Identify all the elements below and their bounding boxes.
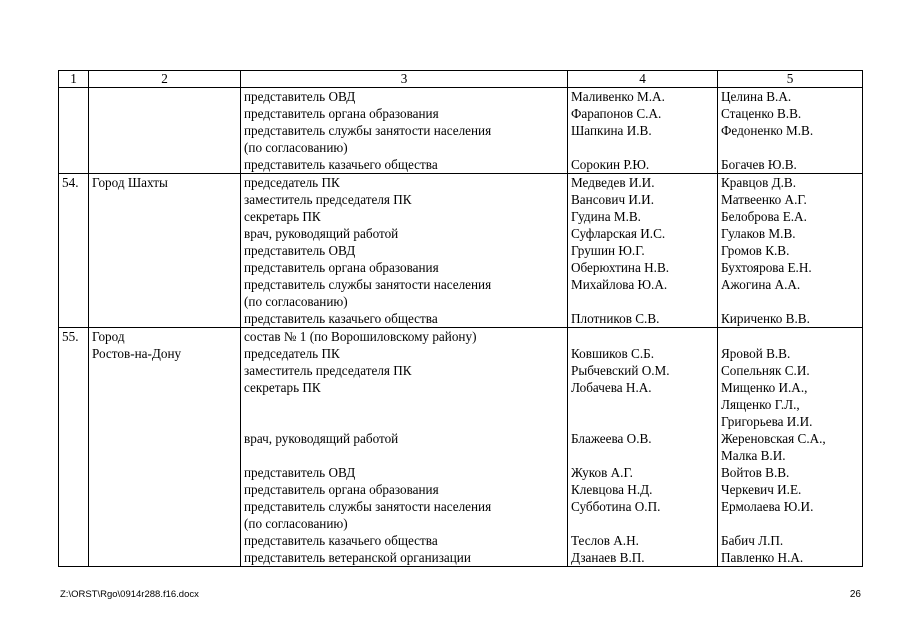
deputy-cell-line: Лященко Г.Л., (721, 397, 800, 412)
member-cell-line: Плотников С.В. (571, 311, 660, 326)
row-number (59, 88, 89, 174)
role-cell-line: представитель ОВД (244, 243, 356, 258)
city-cell (89, 328, 241, 567)
header-cell-1: 1 (59, 71, 89, 88)
role-cell-line: представитель ОВД (244, 89, 356, 104)
role-cell-line: представитель органа образования (244, 482, 439, 497)
member-cell-line: Суфларская И.С. (571, 226, 666, 241)
role-cell-line: врач, руководящий работой (244, 226, 399, 241)
row-number: 54. (59, 174, 89, 328)
deputy-cell-line: Григорьева И.И. (721, 414, 813, 429)
header-cell-5: 5 (718, 71, 863, 88)
member-cell-line: Клевцова Н.Д. (571, 482, 653, 497)
member-cell-line (571, 396, 714, 413)
city-cell-line: Ростов-на-Дону (92, 346, 182, 361)
deputy-cell-line: Кириченко В.В. (721, 311, 810, 326)
deputy-cell-line: Ажогина А.А. (721, 277, 801, 292)
table-row (59, 328, 863, 567)
member-cell-line: Гудина М.В. (571, 209, 641, 224)
role-cell-line: представитель казачьего общества (244, 157, 438, 172)
member-cell-line: Вансович И.И. (571, 192, 655, 207)
header-cell-4: 4 (568, 71, 718, 88)
footer-page-number: 26 (849, 589, 861, 600)
commission-table (58, 70, 863, 567)
table-row (59, 174, 863, 328)
header-cell-3: 3 (241, 71, 568, 88)
deputy-cell-line (721, 293, 859, 310)
role-cell-line: представитель казачьего общества (244, 311, 438, 326)
deputy-cell-line: Яровой В.В. (721, 346, 791, 361)
member-cell-line: Медведев И.И. (571, 175, 655, 190)
header-cell-2: 2 (89, 71, 241, 88)
deputy-cell-line: Ермолаева Ю.И. (721, 499, 814, 514)
member-cell-line (571, 139, 714, 156)
member-cell-line (571, 447, 714, 464)
role-cell (241, 174, 568, 328)
role-cell-line: заместитель председателя ПК (244, 363, 412, 378)
role-cell-line: (по согласованию) (244, 294, 348, 309)
deputy-cell-line: Богачев Ю.В. (721, 157, 797, 172)
role-cell-line: представитель ветеранской организации (244, 550, 471, 565)
role-cell-line: представитель службы занятости населения (244, 277, 492, 292)
table-row (59, 88, 863, 174)
member-cell-line (571, 413, 714, 430)
role-cell (241, 88, 568, 174)
role-cell-line (244, 396, 564, 413)
role-cell-line: секретарь ПК (244, 380, 321, 395)
member-cell-line: Сорокин Р.Ю. (571, 157, 650, 172)
role-cell-line: заместитель председателя ПК (244, 192, 412, 207)
role-cell-line: председатель ПК (244, 346, 340, 361)
deputy-cell-line: Целина В.А. (721, 89, 792, 104)
member-cell-line (571, 328, 714, 345)
header-row (59, 71, 863, 88)
deputy-cell-line: Матвеенко А.Г. (721, 192, 807, 207)
member-cell-line: Фарапонов С.А. (571, 106, 662, 121)
deputy-cell-line: Малка В.И. (721, 448, 786, 463)
deputy-cell-line: Войтов В.В. (721, 465, 790, 480)
city-cell (89, 88, 241, 174)
deputy-cell-line (721, 328, 859, 345)
deputy-cell (718, 174, 863, 328)
role-cell-line: состав № 1 (по Ворошиловскому району) (244, 329, 477, 344)
deputy-cell-line: Бухтоярова Е.Н. (721, 260, 812, 275)
deputy-cell-line: Гулаков М.В. (721, 226, 796, 241)
member-cell-line: Рыбчевский О.М. (571, 363, 670, 378)
member-cell-line: Жуков А.Г. (571, 465, 633, 480)
member-cell-line: Дзанаев В.П. (571, 550, 645, 565)
deputy-cell-line: Громов К.В. (721, 243, 790, 258)
member-cell (568, 88, 718, 174)
member-cell-line: Лобачева Н.А. (571, 380, 652, 395)
role-cell-line: представитель ОВД (244, 465, 356, 480)
deputy-cell-line: Жереновская С.А., (721, 431, 826, 446)
deputy-cell-line (721, 515, 859, 532)
deputy-cell-line: Бабич Л.П. (721, 533, 784, 548)
role-cell (241, 328, 568, 567)
role-cell-line: врач, руководящий работой (244, 431, 399, 446)
member-cell (568, 174, 718, 328)
member-cell-line (571, 515, 714, 532)
city-cell-line: Город (92, 329, 125, 344)
deputy-cell (718, 328, 863, 567)
deputy-cell-line: Белоброва Е.А. (721, 209, 807, 224)
deputy-cell-line: Черкевич И.Е. (721, 482, 802, 497)
role-cell-line (244, 413, 564, 430)
row-number: 55. (59, 328, 89, 567)
deputy-cell-line: Павленко Н.А. (721, 550, 804, 565)
city-cell-line: Город Шахты (92, 175, 168, 190)
role-cell-line: секретарь ПК (244, 209, 321, 224)
deputy-cell-line: Кравцов Д.В. (721, 175, 797, 190)
member-cell-line: Шапкина И.В. (571, 123, 652, 138)
role-cell-line: представитель органа образования (244, 106, 439, 121)
table-body (59, 71, 863, 567)
role-cell-line: представитель службы занятости населения (244, 123, 492, 138)
role-cell-line: представитель казачьего общества (244, 533, 438, 548)
deputy-cell-line: Сопельняк С.И. (721, 363, 810, 378)
deputy-cell-line (721, 139, 859, 156)
member-cell-line: Маливенко М.А. (571, 89, 665, 104)
member-cell-line: Оберюхтина Н.В. (571, 260, 670, 275)
member-cell-line: Блажеева О.В. (571, 431, 652, 446)
member-cell-line: Ковшиков С.Б. (571, 346, 654, 361)
role-cell-line (244, 447, 564, 464)
deputy-cell-line: Федоненко М.В. (721, 123, 814, 138)
member-cell-line: Грушин Ю.Г. (571, 243, 645, 258)
role-cell-line: (по согласованию) (244, 140, 348, 155)
footer-file-path: Z:\ORST\Rgo\0914r288.f16.docx (60, 589, 199, 600)
role-cell-line: (по согласованию) (244, 516, 348, 531)
deputy-cell-line: Мищенко И.А., (721, 380, 808, 395)
role-cell-line: представитель органа образования (244, 260, 439, 275)
deputy-cell (718, 88, 863, 174)
deputy-cell-line: Стаценко В.В. (721, 106, 802, 121)
member-cell-line: Теслов А.Н. (571, 533, 639, 548)
member-cell-line (571, 293, 714, 310)
member-cell (568, 328, 718, 567)
member-cell-line: Михайлова Ю.А. (571, 277, 668, 292)
role-cell-line: председатель ПК (244, 175, 340, 190)
role-cell-line: представитель службы занятости населения (244, 499, 492, 514)
member-cell-line: Субботина О.П. (571, 499, 661, 514)
city-cell (89, 174, 241, 328)
